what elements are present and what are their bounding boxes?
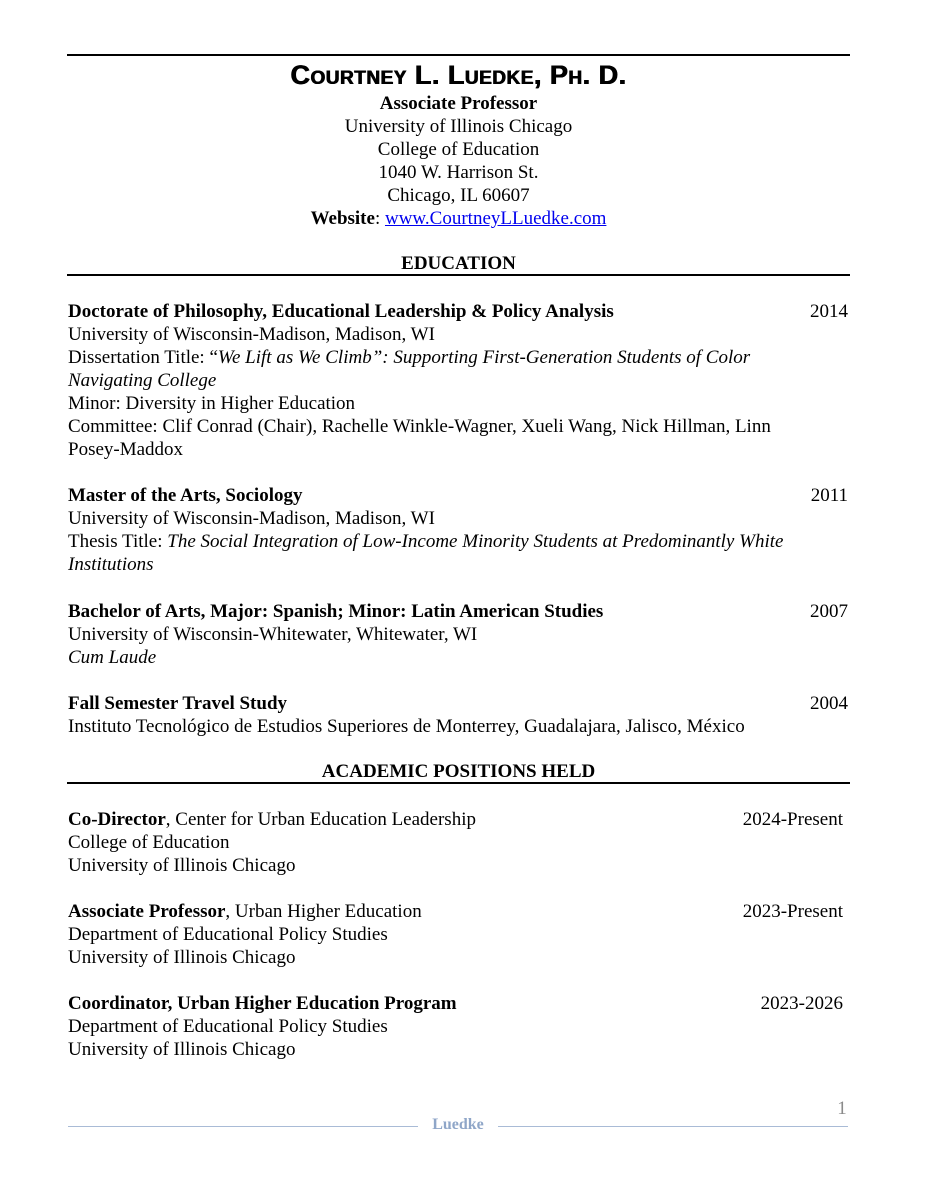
cv-header	[67, 58, 850, 230]
position-years: 2023-Present	[742, 901, 843, 922]
degree-year: 2011	[810, 485, 848, 506]
honor: Cum Laude	[68, 647, 157, 668]
top-rule	[67, 54, 850, 56]
committee-cont: Posey-Maddox	[68, 439, 184, 460]
footer-rule-right	[498, 1126, 848, 1127]
dissertation-title-cont: Navigating College	[68, 370, 217, 391]
position-unit: College of Education	[68, 832, 230, 853]
address-line: University of Illinois Chicago	[344, 116, 573, 137]
positions-heading: ACADEMIC POSITIONS HELD	[321, 761, 596, 782]
degree-year: 2007	[810, 601, 848, 622]
position-years: 2023-2026	[760, 993, 843, 1014]
education-entry-travel	[68, 692, 848, 738]
education-rule	[67, 274, 850, 276]
author-name: Courtney L. Luedke, Ph. D.	[290, 60, 627, 90]
website-link[interactable]: www.CourtneyLLuedke.com	[384, 208, 607, 229]
thesis-line	[68, 530, 848, 553]
education-heading: EDUCATION	[401, 253, 516, 274]
position-institution: University of Illinois Chicago	[68, 1039, 296, 1060]
thesis-title: The Social Integration of Low-Income Minority Students at Predominantly White	[167, 531, 784, 552]
position-institution: University of Illinois Chicago	[68, 855, 296, 876]
degree-title: Doctorate of Philosophy, Educational Leadership & Policy Analysis	[68, 301, 614, 322]
footer-rule-left	[68, 1126, 418, 1127]
degree-title: Bachelor of Arts, Major: Spanish; Minor: Latin American Studies	[68, 601, 604, 622]
position-role: Co-Director	[68, 809, 166, 830]
position-role: Coordinator, Urban Higher Education Program	[68, 993, 457, 1014]
degree-year: 2014	[810, 301, 848, 322]
position-detail: , Urban Higher Education	[225, 901, 422, 922]
dissertation-title: We Lift as We Climb”: Supporting First-Generation Students of Color	[217, 347, 751, 368]
degree-title: Master of the Arts, Sociology	[68, 485, 303, 506]
education-entry-ma	[68, 484, 848, 576]
institution: University of Wisconsin-Whitewater, Whitewater, WI	[68, 624, 478, 645]
position-unit: Department of Educational Policy Studies	[68, 1016, 388, 1037]
address-line: Chicago, IL 60607	[387, 185, 530, 206]
address-line: 1040 W. Harrison St.	[378, 162, 539, 183]
thesis-label: Thesis Title:	[68, 531, 168, 552]
position-years: 2024-Present	[742, 809, 843, 830]
website-label: Website	[310, 208, 375, 229]
positions-rule	[67, 782, 850, 784]
education-entry-phd	[68, 300, 848, 461]
position-unit: Department of Educational Policy Studies	[68, 924, 388, 945]
page-number: 1	[837, 1098, 847, 1119]
running-head: Luedke	[432, 1116, 484, 1133]
institution: University of Wisconsin-Madison, Madison, WI	[68, 324, 435, 345]
committee: Committee: Clif Conrad (Chair), Rachelle Winkle-Wagner, Xueli Wang, Nick Hillman, Linn	[68, 416, 771, 437]
position-entry-associate	[68, 900, 848, 969]
degree-year: 2004	[810, 693, 848, 714]
dissertation-line	[68, 346, 848, 369]
thesis-title-cont: Institutions	[68, 554, 154, 575]
education-entry-ba	[68, 600, 848, 669]
website-line	[67, 207, 850, 230]
author-title: Associate Professor	[379, 93, 538, 114]
position-entry-coordinator	[68, 992, 848, 1061]
address-line: College of Education	[377, 139, 540, 160]
position-entry-codirector	[68, 808, 848, 877]
degree-title: Fall Semester Travel Study	[68, 693, 288, 714]
position-detail: , Center for Urban Education Leadership	[165, 809, 476, 830]
institution: Instituto Tecnológico de Estudios Superiores de Monterrey, Guadalajara, Jalisco, México	[68, 716, 745, 737]
website-sep: :	[374, 208, 381, 229]
minor: Minor: Diversity in Higher Education	[68, 393, 356, 414]
dissertation-label: Dissertation Title: “	[68, 347, 218, 368]
position-role: Associate Professor	[68, 901, 226, 922]
position-institution: University of Illinois Chicago	[68, 947, 296, 968]
institution: University of Wisconsin-Madison, Madison, WI	[68, 508, 435, 529]
